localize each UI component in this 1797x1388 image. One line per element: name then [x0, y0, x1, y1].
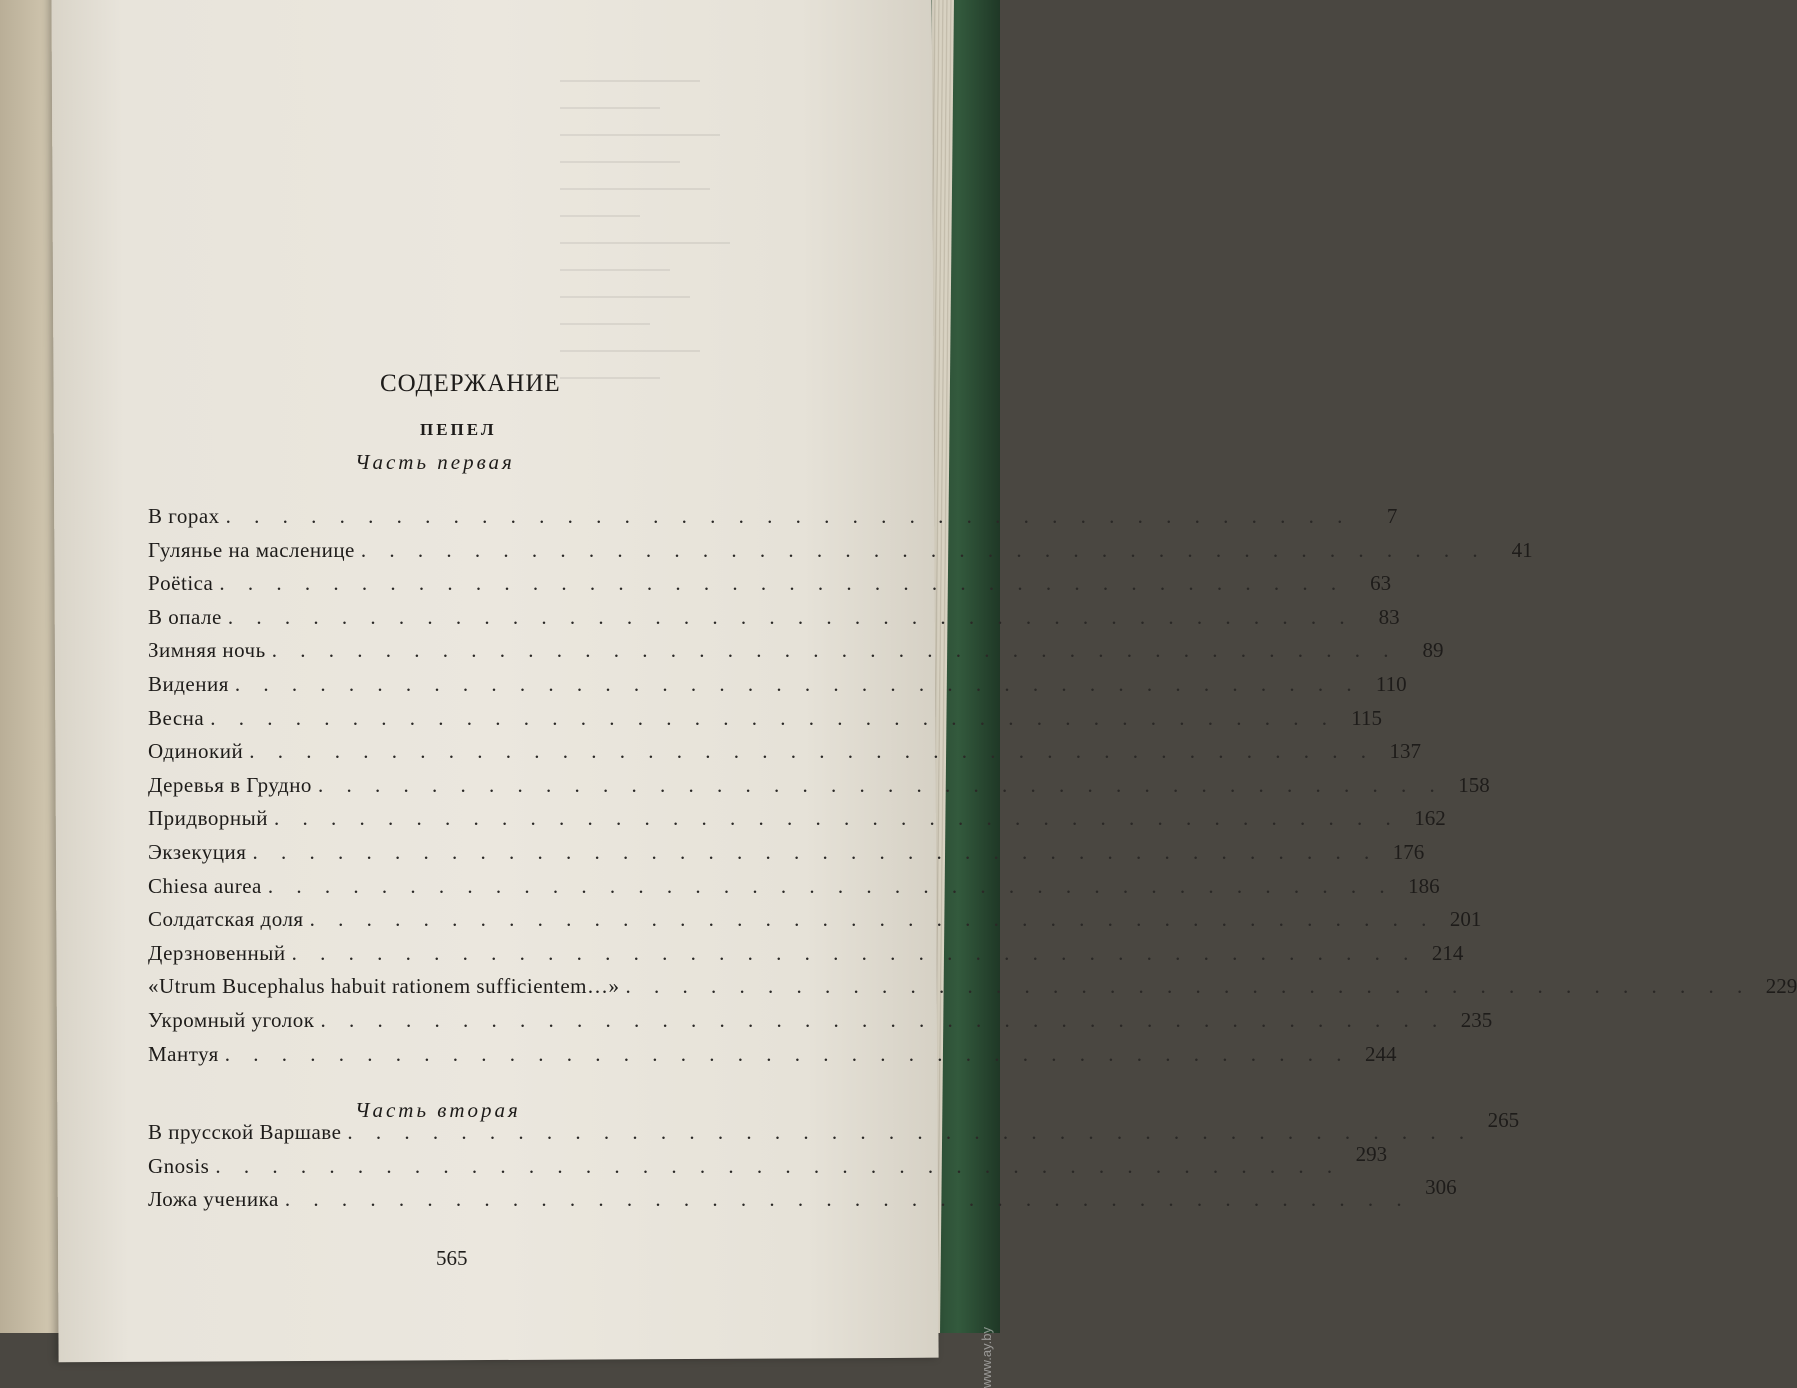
dot-leader: . . . . . . . . . . . . . . . . . . . . . . . . . . . . . . . . . . . . . . . .	[219, 571, 1346, 596]
entry-title: Деревья в Грудно	[148, 772, 312, 797]
entry-page: 186	[1408, 873, 1440, 898]
dot-leader: . . . . . . . . . . . . . . . . . . . . . . . . . . . . . . . . . . . . . . . .	[224, 1041, 1351, 1066]
toc-entry	[148, 974, 1797, 1008]
entry-title: Видения	[148, 671, 229, 696]
dot-leader: . . . . . . . . . . . . . . . . . . . . . . . . . . . . . . . . . . . . . . . .	[273, 806, 1400, 831]
entry-page: 244	[1365, 1041, 1397, 1066]
toc-entry	[148, 571, 1392, 605]
toc-entry	[148, 705, 1382, 740]
entry-page: 176	[1392, 839, 1425, 864]
contents-heading: СОДЕРЖАНИЕ	[380, 370, 561, 397]
entry-title: Весна	[148, 705, 205, 730]
dot-leader: . . . . . . . . . . . . . . . . . . . . . . . . . . . . . . . . . . . . . . . .	[252, 839, 1379, 864]
entry-page: 162	[1414, 806, 1446, 831]
entry-page: 110	[1375, 671, 1407, 696]
toc-entry	[148, 1141, 1388, 1188]
entry-title: В опале	[148, 604, 222, 629]
entry-title: Дерзновенный	[148, 940, 286, 965]
dot-leader: . . . . . . . . . . . . . . . . . . . . . . . . . . . . . . . . . . . . . . . .	[347, 1120, 1474, 1144]
entry-page: 41	[1511, 537, 1533, 562]
dot-leader: . . . . . . . . . . . . . . . . . . . . . . . . . . . . . . . . . . . . . . . .	[227, 604, 1354, 629]
entry-title: Зимняя ночь	[148, 638, 266, 663]
toc-entry	[148, 839, 1425, 874]
part-two-title: Часть вторая	[355, 1098, 521, 1122]
entry-page: 201	[1449, 907, 1482, 932]
entry-title: В прусской Варшаве	[148, 1120, 342, 1144]
toc-entry	[148, 940, 1464, 975]
entry-title: В горах	[148, 504, 220, 528]
entry-page: 265	[1487, 1108, 1520, 1132]
entry-page: 214	[1431, 940, 1464, 965]
entry-page: 306	[1425, 1175, 1457, 1200]
toc-entry	[148, 772, 1490, 807]
entry-title: Укромный уголок	[148, 1007, 315, 1032]
toc-entry	[148, 739, 1421, 773]
entry-title: «Utrum Bucephalus habuit rationem sufficientem…»	[148, 974, 620, 999]
entry-title: Гулянье на масленице	[148, 537, 355, 562]
entry-title: Chiesa aurea	[148, 873, 262, 898]
dot-leader: . . . . . . . . . . . . . . . . . . . . . . . . . . . . . . . . . . . . . . . .	[271, 638, 1398, 663]
toc-entry	[148, 907, 1482, 941]
toc-entry	[148, 806, 1446, 840]
entry-page: 115	[1351, 705, 1382, 730]
entry-title: Ложа ученика	[148, 1187, 279, 1212]
dot-leader: . . . . . . . . . . . . . . . . . . . . . . . . . . . . . . . . . . . . . . . .	[267, 873, 1394, 898]
toc-entry	[148, 638, 1444, 672]
entry-title: Мантуя	[148, 1041, 219, 1066]
toc-entry	[148, 873, 1440, 908]
watermark: www.ay.by	[979, 1327, 994, 1388]
entry-page: 63	[1370, 571, 1392, 596]
entry-title: Одинокий	[148, 739, 244, 764]
entry-page: 158	[1458, 772, 1490, 797]
part-one-entries	[148, 504, 1797, 1075]
dot-leader: . . . . . . . . . . . . . . . . . . . . . . . . . . . . . . . . . . . . . . . .	[291, 940, 1418, 965]
dot-leader: . . . . . . . . . . . . . . . . . . . . . . . . . . . . . . . . . . . . . . . .	[625, 974, 1752, 999]
dot-leader: . . . . . . . . . . . . . . . . . . . . . . . . . . . . . . . . . . . . . . . .	[215, 1153, 1342, 1178]
dot-leader: . . . . . . . . . . . . . . . . . . . . . . . . . . . . . . . . . . . . . . . .	[320, 1007, 1447, 1032]
dot-leader: . . . . . . . . . . . . . . . . . . . . . . . . . . . . . . . . . . . . . . . .	[360, 537, 1487, 562]
dot-leader: . . . . . . . . . . . . . . . . . . . . . . . . . . . . . . . . . . . . . . . .	[284, 1187, 1411, 1212]
dot-leader: . . . . . . . . . . . . . . . . . . . . . . . . . . . . . . . . . . . . . . . .	[309, 907, 1436, 932]
section-title: ПЕПЕЛ	[420, 420, 497, 439]
entry-title: Придворный	[148, 806, 268, 831]
dot-leader: . . . . . . . . . . . . . . . . . . . . . . . . . . . . . . . . . . . . . . . .	[225, 504, 1352, 528]
toc-entry	[148, 671, 1407, 706]
entry-title: Солдатская доля	[148, 907, 304, 932]
dot-leader: . . . . . . . . . . . . . . . . . . . . . . . . . . . . . . . . . . . . . . . .	[234, 671, 1361, 696]
dot-leader: . . . . . . . . . . . . . . . . . . . . . . . . . . . . . . . . . . . . . . . .	[317, 772, 1444, 797]
entry-page: 137	[1389, 739, 1421, 764]
toc-entry	[148, 1041, 1397, 1076]
dot-leader: . . . . . . . . . . . . . . . . . . . . . . . . . . . . . . . . . . . . . . . .	[210, 705, 1336, 730]
dot-leader: . . . . . . . . . . . . . . . . . . . . . . . . . . . . . . . . . . . . . . . .	[249, 739, 1375, 764]
toc-entry	[148, 504, 1398, 538]
entry-title: Экзекуция	[148, 839, 247, 864]
entry-page: 235	[1460, 1007, 1493, 1032]
toc-entry	[148, 604, 1400, 639]
entry-page: 7	[1386, 504, 1398, 528]
entry-title: Gnosis	[148, 1153, 210, 1178]
entry-title: Poëtica	[148, 571, 214, 596]
part-one-title: Часть первая	[355, 450, 515, 474]
toc-entry	[148, 1175, 1457, 1221]
entry-page: 229	[1765, 974, 1797, 999]
toc-entry	[148, 537, 1533, 572]
page-number: 565	[436, 1246, 468, 1270]
entry-page: 89	[1422, 638, 1444, 663]
entry-page: 293	[1355, 1141, 1388, 1166]
toc-entry	[148, 1007, 1493, 1042]
entry-page: 83	[1378, 604, 1400, 629]
